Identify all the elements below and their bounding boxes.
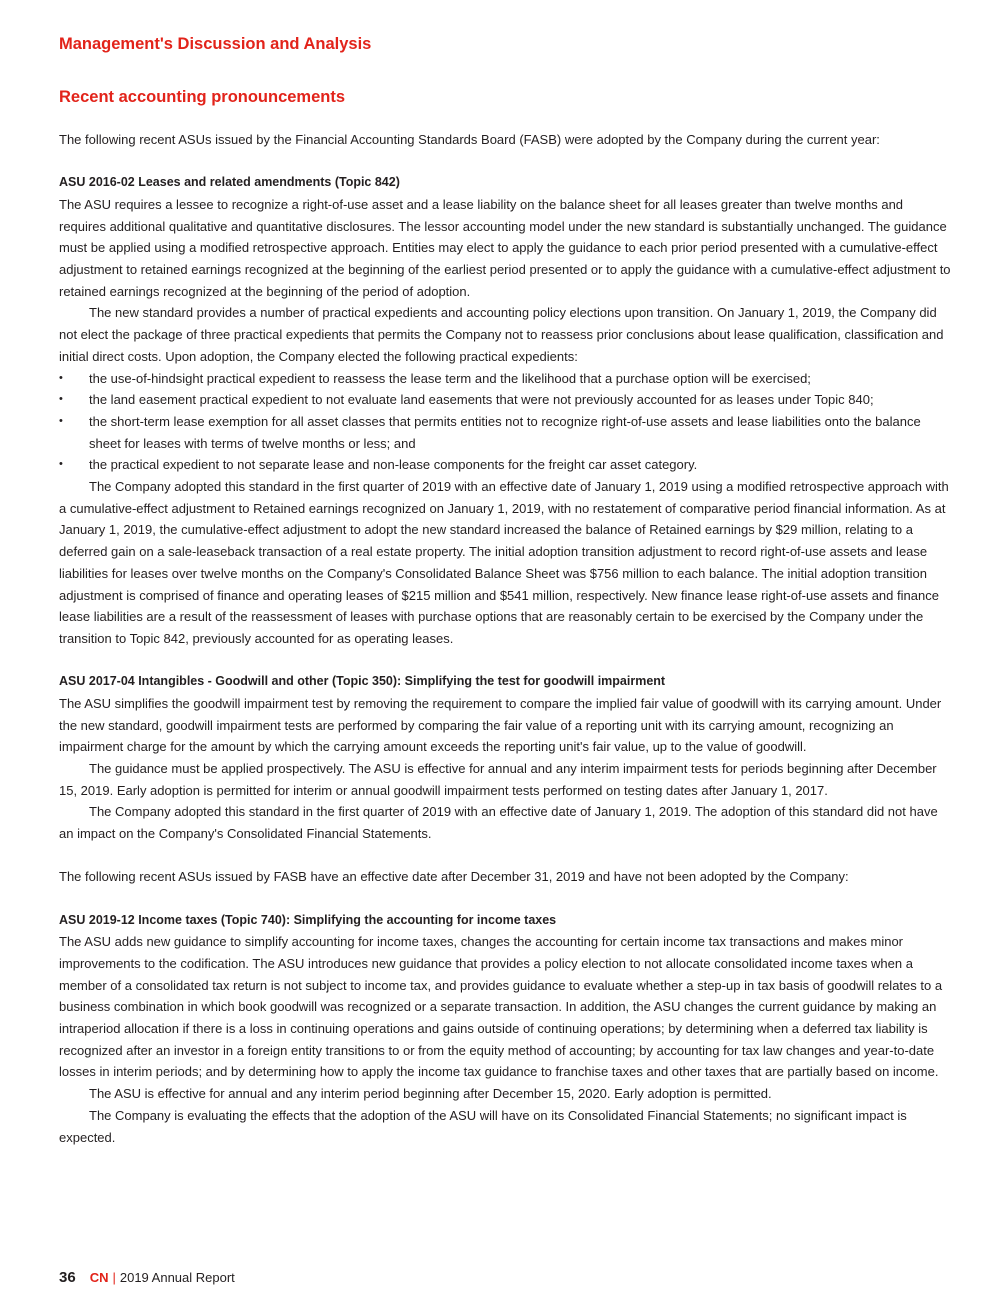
footer-separator: |	[112, 1270, 116, 1285]
section-title: Management's Discussion and Analysis	[59, 35, 372, 53]
asu-2019-12-section	[59, 910, 951, 1149]
page-content	[59, 30, 951, 1148]
page-number: 36	[59, 1269, 76, 1286]
asu-2017-04-heading: ASU 2017-04 Intangibles - Goodwill and other (Topic 350): Simplifying the test for goodwill impairment	[59, 674, 666, 689]
asu-2016-02-heading: ASU 2016-02 Leases and related amendments (Topic 842)	[59, 175, 400, 190]
asu-2017-04-section	[59, 671, 951, 845]
brand-logo-text: CN	[89, 1270, 109, 1285]
list-item: • the use-of-hindsight practical expedient to reassess the lease term and the likelihood that a purchase option will be exercised;	[59, 368, 951, 390]
asu-2017-04-paragraph-1: The ASU simplifies the goodwill impairment test by removing the requirement to compare the implied fair value of goodwill with its carrying amount. Under the new standard, goodwill impairment tests are performed by comparing the fair value of a reporting unit with its carrying amount, recognizing an impairment charge for the amount by which the carrying amount exceeds the reporting unit's fair value, up to the value of goodwill.	[59, 695, 942, 755]
asu-2016-02-paragraph-1: The ASU requires a lessee to recognize a right-of-use asset and a lease liability on the balance sheet for all leases greater than twelve months and requires additional qualitative and quantitative disclosures. The lessor accounting model under the new standard is substantially unchanged. The guidance must be applied using a modified retrospective approach. Entities may elect to apply the guidance to each prior period presented with a cumulative-effect adjustment to retained earnings recognized at the beginning of the earliest period presented or to apply the guidance with a cumulative-effect adjustment to retained earnings recognized at the beginning of the period of adoption.	[59, 196, 951, 299]
asu-2016-02-paragraph-2: The new standard provides a number of practical expedients and accounting policy elections upon transition. On January 1, 2019, the Company did not elect the package of three practical expedients that permits the Company not to reassess prior conclusions about lease qualification, classification and initial direct costs. Upon adoption, the Company elected the following practical expedients:	[59, 305, 944, 364]
intro-adopted: The following recent ASUs issued by the Financial Accounting Standards Board (FASB) were adopted by the Company during the current year:	[59, 132, 880, 147]
intro-not-adopted: The following recent ASUs issued by FASB have an effective date after December 31, 2019 and have not been adopted by the Company:	[59, 869, 849, 885]
report-title: 2019 Annual Report	[119, 1270, 235, 1285]
practical-expedients-list	[59, 368, 951, 477]
list-item: • the land easement practical expedient to not evaluate land easements that were not previously accounted for as leases under Topic 840;	[59, 389, 951, 411]
asu-2019-12-paragraph-1: The ASU adds new guidance to simplify accounting for income taxes, changes the accounting for certain income tax transactions and makes minor improvements to the codification. The ASU introduces new guidance that provides a policy election to not allocate consolidated income taxes when a member of a consolidated tax return is not subject to income tax, and provides guidance to evaluate whether a step-up in tax basis of goodwill relates to a business combination in which book goodwill was recognized or a separate transaction. In addition, the ASU changes the current guidance by making an intraperiod allocation if there is a loss in continuing operations and gains outside of continuing operations; by determining when a deferred tax liability is recognized after an investor in a foreign entity transitions to or from the equity method of accounting; by accounting for tax law changes and year-to-date losses in interim periods; and by determining how to apply the income tax guidance to franchise taxes and other taxes that are partially based on income.	[59, 934, 943, 1080]
list-item: • the short-term lease exemption for all asset classes that permits entities not to recognize right-of-use assets and lease liabilities onto the balance sheet for leases with terms of twelve months or less; and	[59, 411, 951, 454]
asu-2019-12-heading: ASU 2019-12 Income taxes (Topic 740): Simplifying the accounting for income taxes	[59, 912, 557, 927]
page-footer	[59, 1268, 235, 1288]
subsection-title: Recent accounting pronouncements	[59, 88, 346, 106]
asu-2016-02-section	[59, 172, 951, 649]
asu-2017-04-paragraph-3: The Company adopted this standard in the first quarter of 2019 with an effective date of January 1, 2019. The adoption of this standard did not have an impact on the Company's Consolidated Financial Statements.	[59, 804, 938, 842]
asu-2019-12-paragraph-2: The ASU is effective for annual and any interim period beginning after December 15, 2020. Early adoption is permitted.	[89, 1086, 772, 1102]
asu-2017-04-paragraph-2: The guidance must be applied prospectively. The ASU is effective for annual and any interim impairment tests for periods beginning after December 15, 2019. Early adoption is permitted for interim or annual goodwill impairment tests performed on testing dates after January 1, 2017.	[59, 760, 937, 798]
list-item: • the practical expedient to not separate lease and non-lease components for the freight car asset category.	[59, 454, 951, 476]
asu-2016-02-paragraph-3: The Company adopted this standard in the first quarter of 2019 with an effective date of January 1, 2019 using a modified retrospective approach with a cumulative-effect adjustment to Retained earnings recognized on January 1, 2019, with no restatement of comparative period financial information. As at January 1, 2019, the cumulative-effect adjustment to adopt the new standard increased the balance of Retained earnings by $29 million, relating to a deferred gain on a sale-leaseback transaction of a real estate property. The initial adoption transition adjustment to record right-of-use assets and lease liabilities for leases over twelve months on the Company's Consolidated Balance Sheet was $756 million to each balance. The initial adoption transition adjustment is comprised of finance and operating leases of $215 million and $541 million, respectively. New finance lease right-of-use assets and finance lease liabilities are a result of the reassessment of leases with purchase options that are reasonably certain to be exercised by the Company under the transition to Topic 842, previously accounted for as operating leases.	[59, 479, 949, 646]
asu-2019-12-paragraph-3: The Company is evaluating the effects that the adoption of the ASU will have on its Consolidated Financial Statements; no significant impact is expected.	[59, 1107, 907, 1145]
